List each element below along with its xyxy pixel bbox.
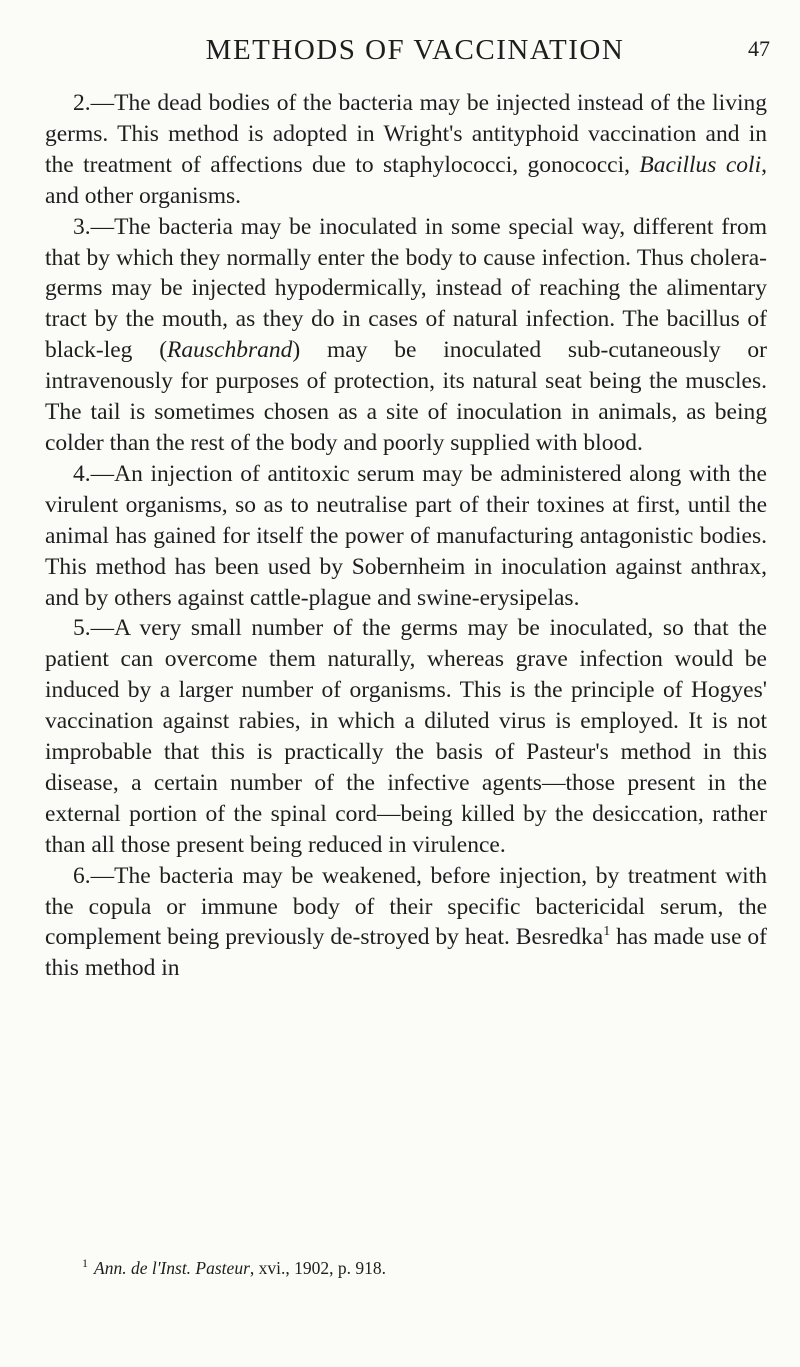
footnote-reference: 1 xyxy=(603,924,611,940)
paragraph-4: 4.—An injection of antitoxic serum may be administered along with the virulent organisms, so as to neutralise part of their toxines at first, until the animal has gained for itself the power of manufacturing antagonistic bodies. This method has been used by Sobernheim in inoculation against anthrax, and by others against cattle-plague and swine-erysipelas. xyxy=(45,460,767,611)
footnote xyxy=(45,1252,767,1279)
german-term: Rauschbrand xyxy=(167,337,293,364)
body-text xyxy=(45,88,767,984)
page-header xyxy=(60,34,770,70)
footnote-citation: , xvi., 1902, p. 918. xyxy=(249,1257,387,1278)
species-name: Bacillus coli xyxy=(639,151,762,178)
paragraph-5: 5.—A very small number of the germs may be inoculated, so that the patient can overcome them naturally, whereas grave infection would be induced by a larger number of organisms. This is the principle of Hogyes' vaccination against rabies, in which a diluted virus is employed. It is not improbable that this is practically the basis of Pasteur's method in this disease, a certain number of the infective agents—those present in the external portion of the spinal cord—being killed by the desiccation, rather than all those present being reduced in virulence. xyxy=(45,615,767,858)
paragraph-3: 3.—The bacteria may be inoculated in some special way, different from that by which they normally enter the body to cause infection. Thus cholera-germs may be injected hypodermically, instead of reaching the alimentary tract by the mouth, as they do in cases of natural infection. The bacillus of black-leg (Rauschbrand) may be inoculated sub-cutaneously or intravenously for purposes of protection, its natural seat being the muscles. The tail is sometimes chosen as a site of inoculation in animals, as being colder than the rest of the body and poorly supplied with blood. xyxy=(45,213,767,456)
footnote-mark: 1 xyxy=(82,1256,88,1270)
paragraph-6: 6.—The bacteria may be weakened, before injection, by treatment with the copula or immune body of their specific bactericidal serum, the complement being previously de-stroyed by heat. Besredka$^1$ has made use of this method in xyxy=(45,862,767,982)
paragraph-2: 2.—The dead bodies of the bacteria may be injected instead of the living germs. This method is adopted in Wright's antityphoid vaccination and in the treatment of affections due to staphylococci, gonococci, Bacillus coli, and other organisms. xyxy=(45,90,767,209)
page-number: 47 xyxy=(748,36,770,61)
footnote-source: Ann. de l'Inst. Pasteur xyxy=(94,1257,250,1278)
running-title: METHODS OF VACCINATION xyxy=(205,34,625,66)
